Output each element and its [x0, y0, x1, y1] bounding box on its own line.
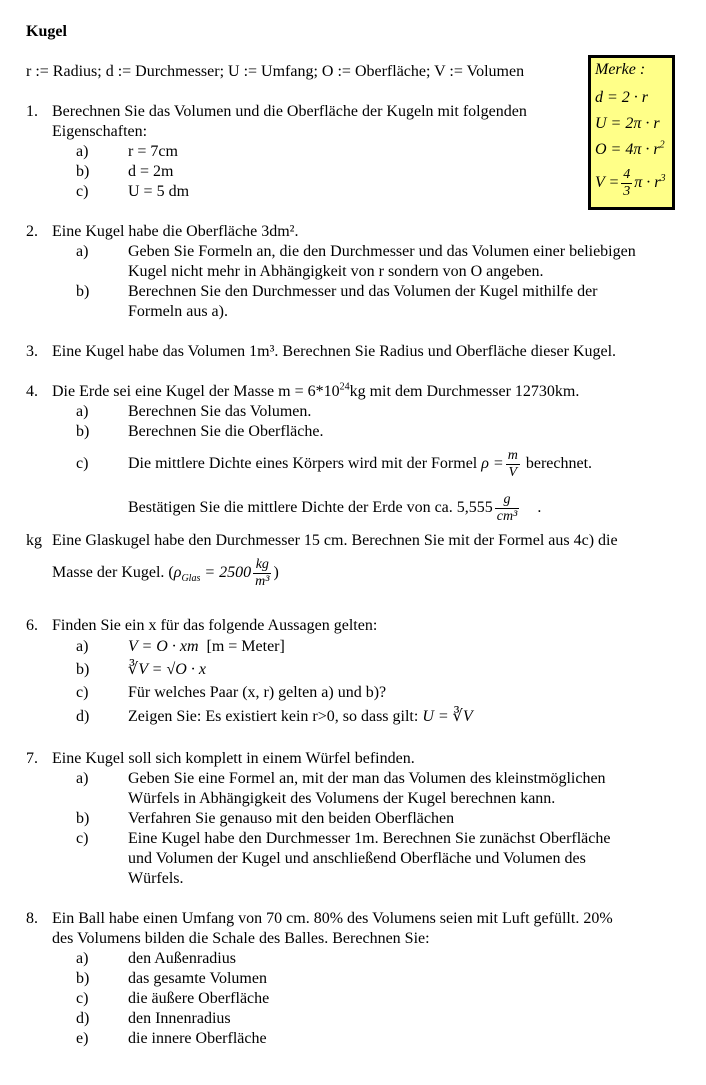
merke-formula-diameter: d = 2 · r: [595, 89, 649, 106]
question-number: 2.: [26, 223, 38, 240]
question-text: Die Erde sei eine Kugel der Masse $m = 6*10^{24}kg$ mit dem Durchmesser 12730km.: [52, 381, 580, 400]
sub-label: c): [76, 455, 89, 472]
sub-label: a): [76, 638, 89, 655]
sub-label: c): [76, 684, 89, 701]
sub-label: d): [76, 1010, 90, 1027]
sub-item: die innere Oberfläche: [128, 1030, 267, 1047]
sub-item: Geben Sie eine Formel an, mit der man das Volumen des kleinstmöglichen: [128, 770, 606, 787]
sub-label: b): [76, 423, 90, 440]
sub-item: Für welches Paar (x, r) gelten a) und b)?: [128, 684, 387, 701]
sub-item: Berechnen Sie die Oberfläche.: [128, 423, 324, 440]
sub-item: Eine Kugel habe den Durchmesser 1m. Berechnen Sie zunächst Oberfläche: [128, 830, 611, 847]
sub-item: Kugel nicht mehr in Abhängigkeit von r sondern von O angeben.: [128, 263, 544, 280]
sub-label: b): [76, 283, 90, 300]
sub-item: Würfels.: [128, 870, 184, 887]
sub-item: Geben Sie Formeln an, die den Durchmesser und das Volumen einer beliebigen: [128, 243, 636, 260]
question-text: Eigenschaften:: [52, 123, 148, 140]
sub-item: und Volumen der Kugel und anschließend Oberfläche und Volumen des: [128, 850, 586, 867]
density-formula: ρ =: [481, 455, 504, 472]
sub-label: a): [76, 950, 89, 967]
question-number: kg: [26, 532, 42, 549]
question-text: Eine Glaskugel habe den Durchmesser 15 cm. Berechnen Sie mit der Formel aus 4c) die: [52, 532, 618, 549]
question-number: 7.: [26, 750, 38, 767]
sub-label: b): [76, 661, 90, 678]
question-text: Ein Ball habe einen Umfang von 70 cm. 80% des Volumens seien mit Luft gefüllt. 20%: [52, 910, 613, 927]
merke-box: [588, 55, 675, 210]
sub-label: b): [76, 970, 90, 987]
merke-formula-surface: $O = 4\pi \cdot r^2$: [595, 139, 665, 158]
sub-label: c): [76, 830, 89, 847]
question-number: 3.: [26, 343, 38, 360]
sub-item: Berechnen Sie das Volumen.: [128, 403, 312, 420]
question-number: 8.: [26, 910, 38, 927]
question-text: Eine Kugel habe die Oberfläche 3dm².: [52, 223, 299, 240]
sub-item: ∛V = √O · x: [128, 661, 206, 678]
question-number: 6.: [26, 617, 38, 634]
sub-item: die äußere Oberfläche: [128, 990, 270, 1007]
sub-label: e): [76, 1030, 89, 1047]
sub-item: den Außenradius: [128, 950, 236, 967]
sub-item: r = 7cm: [128, 143, 178, 160]
question-number: 4.: [26, 383, 38, 400]
merke-formula-circumference: U = 2π · r: [595, 115, 660, 132]
sub-item: Berechnen Sie den Durchmesser und das Volumen der Kugel mithilfe der: [128, 283, 598, 300]
question-text: Berechnen Sie das Volumen und die Oberfläche der Kugeln mit folgenden: [52, 103, 527, 120]
question-number: 1.: [26, 103, 38, 120]
definitions-line: r := Radius; d := Durchmesser; U := Umfang; O := Oberfläche; V := Volumen: [26, 63, 525, 80]
page-title: Kugel: [26, 23, 67, 40]
sub-item: V = O · xm [m = Meter]: [128, 638, 285, 655]
sub-item: das gesamte Volumen: [128, 970, 267, 987]
sub-item: Die mittlere Dichte eines Körpers wird mit der Formel ρ = $\frac{m}{V}$ berechnet.: [128, 447, 593, 480]
sub-item: Formeln aus a).: [128, 303, 228, 320]
question-text: Masse der Kugel. ($\rho_{Glas} = 2500$ $\frac{kg}{\text{m³}}$ ): [52, 556, 279, 589]
question-text: Eine Kugel habe das Volumen 1m³. Berechnen Sie Radius und Oberfläche dieser Kugel.: [52, 343, 617, 360]
sub-label: a): [76, 243, 89, 260]
question-text: Finden Sie ein x für das folgende Aussagen gelten:: [52, 617, 378, 634]
sub-label: c): [76, 990, 89, 1007]
question-text: Eine Kugel soll sich komplett in einem Würfel befinden.: [52, 750, 415, 767]
question-text: des Volumens bilden die Schale des Balles. Berechnen Sie:: [52, 930, 430, 947]
merke-heading: Merke :: [595, 61, 646, 78]
sub-label: a): [76, 770, 89, 787]
sub-item: den Innenradius: [128, 1010, 231, 1027]
sub-label: b): [76, 810, 90, 827]
sub-label: c): [76, 183, 89, 200]
sub-item: Verfahren Sie genauso mit den beiden Oberflächen: [128, 810, 455, 827]
merke-formula-volume: V = $\frac{4}{3}$ $\pi \cdot r^3$: [595, 167, 666, 199]
sub-item: Bestätigen Sie die mittlere Dichte der Erde von ca. 5,555 $\frac{g}{\text{cm³}}$ .: [128, 491, 542, 524]
sub-label: b): [76, 163, 90, 180]
sub-label: a): [76, 403, 89, 420]
sub-item: Zeigen Sie: Es existiert kein r>0, so dass gilt: U = ∛V: [128, 708, 473, 725]
sub-label: a): [76, 143, 89, 160]
sub-item: d = 2m: [128, 163, 174, 180]
sub-label: d): [76, 708, 90, 725]
sub-item: U = 5 dm: [128, 183, 190, 200]
sub-item: Würfels in Abhängigkeit des Volumens der Kugel berechnen kann.: [128, 790, 556, 807]
